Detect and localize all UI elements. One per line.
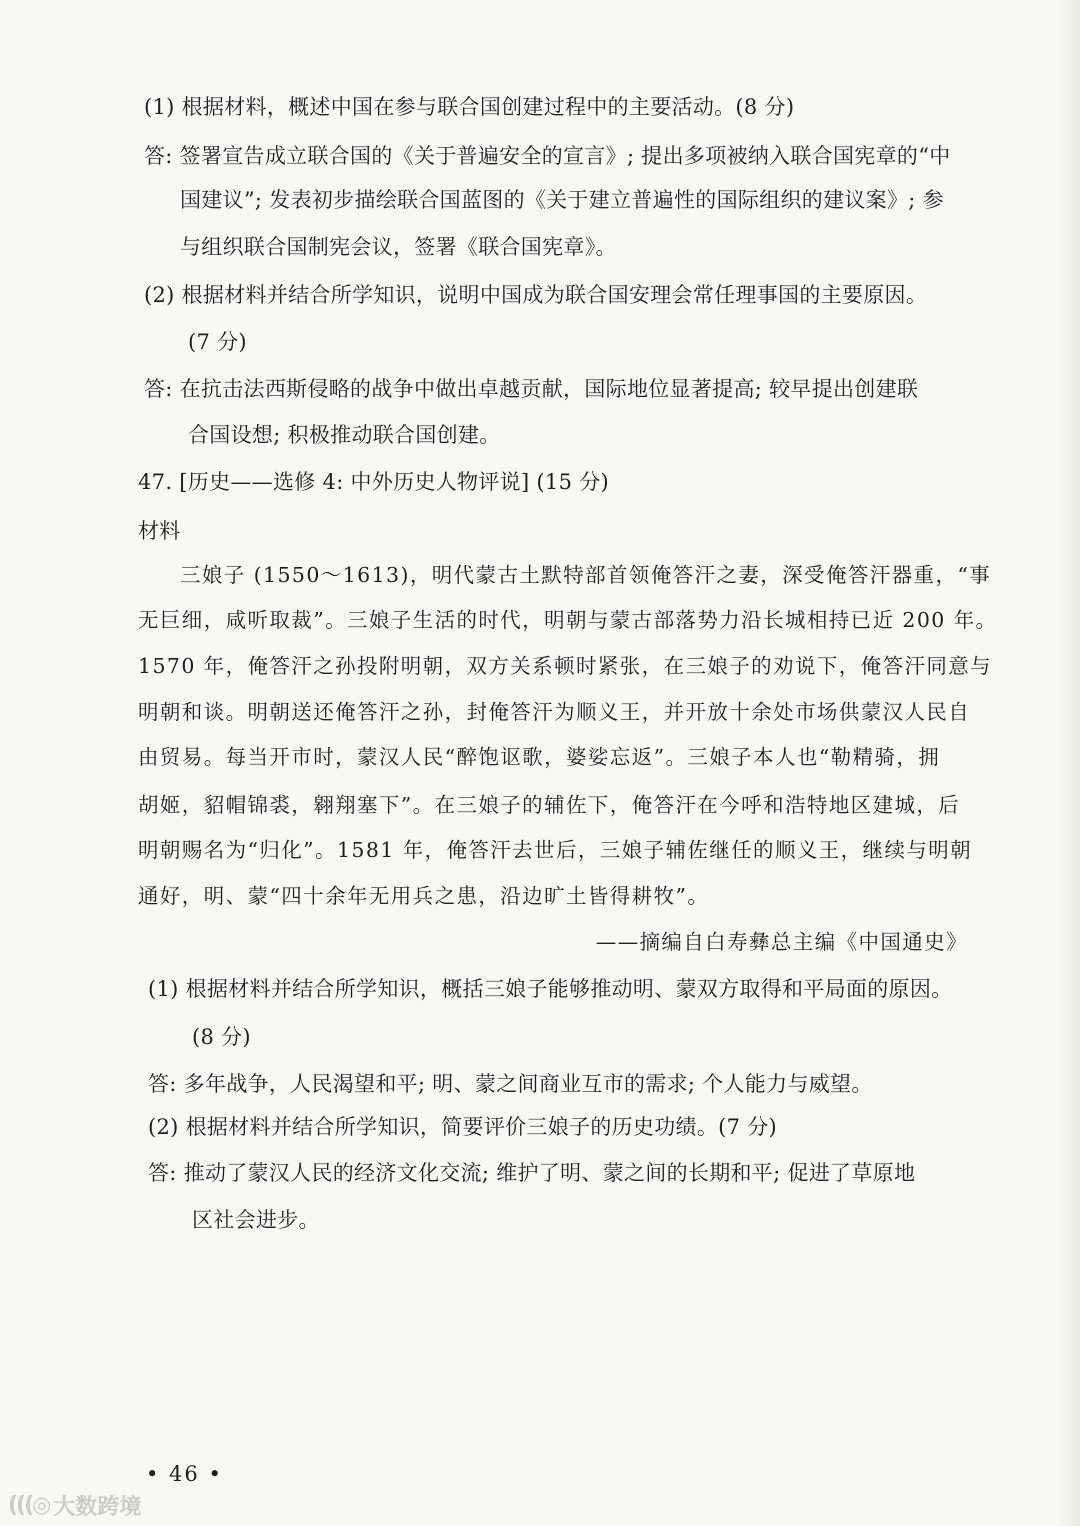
- page-number: • 46 •: [146, 1462, 223, 1486]
- q47-part1-answer: 答: 多年战争，人民渴望和平; 明、蒙之间商业互市的需求; 个人能力与威望。: [148, 1072, 873, 1096]
- material-paragraph-line5: 由贸易。每当开市时，蒙汉人民“醉饱讴歌，婆娑忘返”。三娘子本人也“勒精骑，拥: [138, 745, 941, 769]
- watermark-logo-icon: (((◎: [8, 1492, 50, 1518]
- material-source: ——摘编自白寿彝总主编《中国通史》: [595, 930, 968, 954]
- material-paragraph-line2: 无巨细，咸听取裁”。三娘子生活的时代，明朝与蒙古部落势力沿长城相持已近 200 年。: [138, 608, 998, 632]
- q46-part1-answer-line2: 国建议”; 发表初步描绘联合国蓝图的《关于建立普遍性的国际组织的建议案》; 参: [180, 188, 944, 212]
- q46-part1-answer-line1: 答: 签署宣告成立联合国的《关于普遍安全的宣言》; 提出多项被纳入联合国宪章的“中: [144, 144, 951, 168]
- q47-part2-answer-line1: 答: 推动了蒙汉人民的经济文化交流; 维护了明、蒙之间的长期和平; 促进了草原地: [148, 1161, 916, 1185]
- material-paragraph-line6: 胡姬，貂帽锦裘，翱翔塞下”。在三娘子的辅佐下，俺答汗在今呼和浩特地区建城，后: [138, 793, 961, 817]
- watermark: [8, 1490, 141, 1520]
- q46-part2-answer-line1: 答: 在抗击法西斯侵略的战争中做出卓越贡献，国际地位显著提高; 较早提出创建联: [144, 377, 919, 401]
- material-paragraph-line1: 三娘子 (1550～1613)，明代蒙古土默特部首领俺答汗之妻，深受俺答汗器重，“事: [180, 563, 992, 587]
- q47-part1-score: (8 分): [192, 1025, 251, 1049]
- material-paragraph-line3: 1570 年，俺答汗之孙投附明朝，双方关系顿时紧张，在三娘子的劝说下，俺答汗同意与: [138, 654, 993, 678]
- page-edge-shadow: [1058, 0, 1080, 1526]
- q47-part2-question: (2) 根据材料并结合所学知识，简要评价三娘子的历史功绩。(7 分): [148, 1115, 778, 1139]
- q46-part2-score: (7 分): [188, 330, 247, 354]
- material-paragraph-line4: 明朝和谈。明朝送还俺答汗之孙，封俺答汗为顺义王，并开放十余处市场供蒙汉人民自: [138, 700, 971, 724]
- watermark-text: 大数跨境: [53, 1494, 142, 1520]
- material-label: 材料: [138, 519, 181, 543]
- q46-part1-answer-line3: 与组织联合国制宪会议，签署《联合国宪章》。: [180, 235, 617, 259]
- q47-part1-question: (1) 根据材料并结合所学知识，概括三娘子能够推动明、蒙双方取得和平局面的原因。: [148, 977, 953, 1001]
- q46-part2-answer-line2: 合国设想; 积极推动联合国创建。: [188, 423, 501, 447]
- material-paragraph-line7: 明朝赐名为“归化”。1581 年，俺答汗去世后，三娘子辅佐继任的顺义王，继续与明朝: [138, 838, 973, 862]
- material-paragraph-line8: 通好，明、蒙“四十余年无用兵之患，沿边旷土皆得耕牧”。: [138, 884, 710, 908]
- q46-part2-question: (2) 根据材料并结合所学知识，说明中国成为联合国安理会常任理事国的主要原因。: [144, 283, 928, 307]
- q47-part2-answer-line2: 区社会进步。: [192, 1208, 320, 1232]
- q46-part1-question: (1) 根据材料，概述中国在参与联合国创建过程中的主要活动。(8 分): [144, 95, 795, 119]
- q47-heading: 47. [历史——选修 4: 中外历史人物评说] (15 分): [138, 470, 610, 494]
